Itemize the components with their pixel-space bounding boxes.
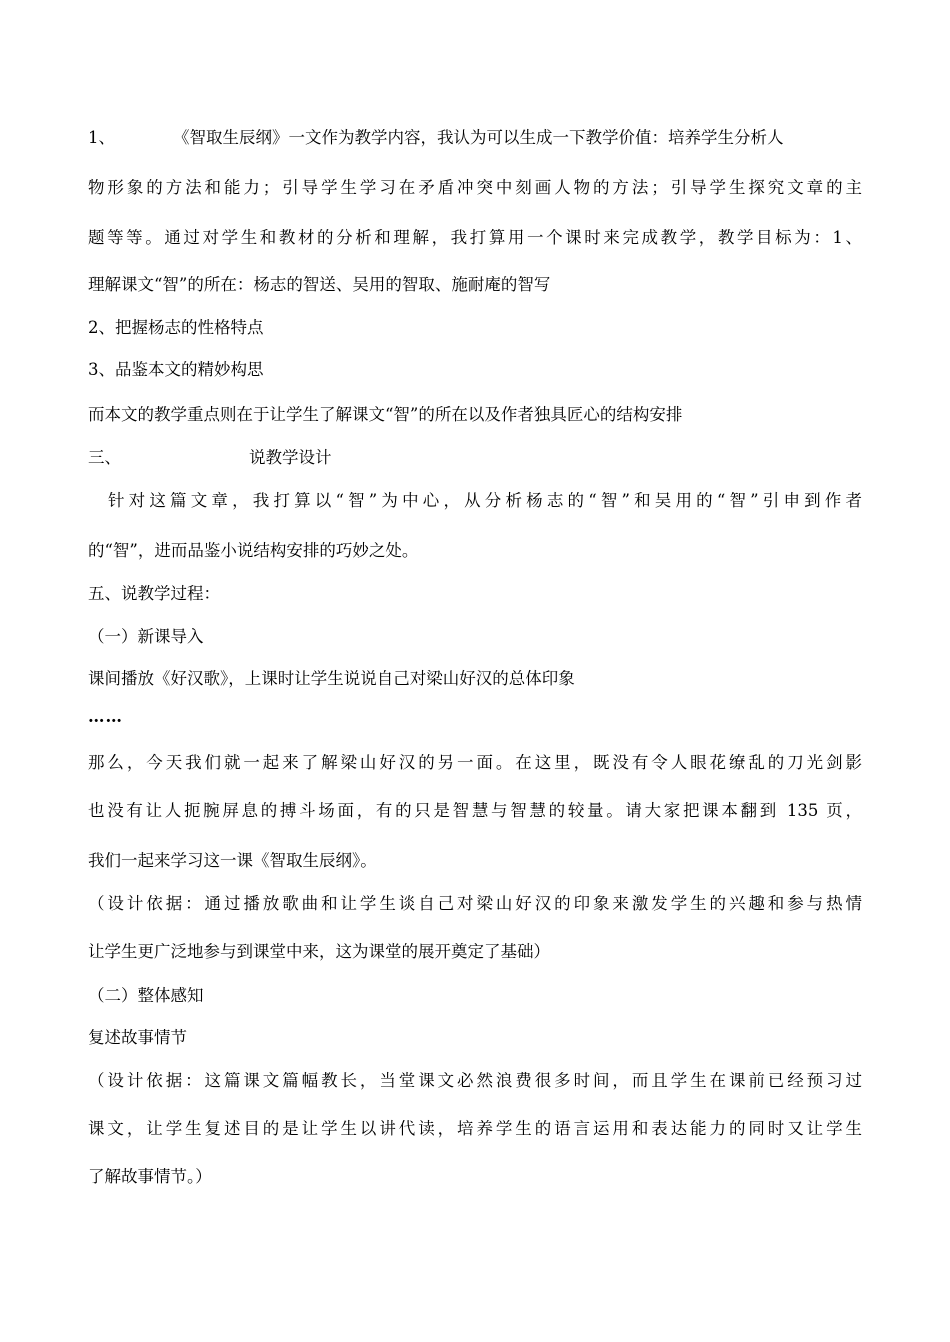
- paragraph-1-line-1: [88, 127, 862, 149]
- part-2-basis-3: 了解故事情节。）: [88, 1167, 212, 1186]
- part-2-line-1: 复述故事情节: [88, 1028, 187, 1047]
- part-1-basis-1: （设计依据：通过播放歌曲和让学生谈自己对梁山好汉的印象来激发学生的兴趣和参与热情: [88, 894, 862, 913]
- teaching-focus: 而本文的教学重点则在于让学生了解课文“智”的所在以及作者独具匠心的结构安排: [88, 405, 683, 424]
- paragraph-1-line-3: 题等等。通过对学生和教材的分析和理解，我打算用一个课时来完成教学，教学目标为：1、: [88, 228, 862, 247]
- part-2-basis-2: 课文，让学生复述目的是让学生以讲代读，培养学生的语言运用和表达能力的同时又让学生: [88, 1119, 862, 1138]
- part-1-line-2: 那么，今天我们就一起来了解梁山好汉的另一面。在这里，既没有令人眼花缭乱的刀光剑影: [88, 753, 862, 772]
- paragraph-1-line-4: 理解课文“智”的所在：杨志的智送、吴用的智取、施耐庵的智写: [88, 275, 551, 294]
- part-1-heading: （一）新课导入: [88, 627, 204, 646]
- section-3-number: 三、: [88, 448, 121, 467]
- part-1-line-4: 我们一起来学习这一课《智取生辰纲》。: [88, 851, 377, 870]
- paragraph-1-text-1: 《智取生辰纲》一文作为教学内容，我认为可以生成一下教学价值：培养学生分析人: [173, 128, 784, 147]
- part-2-heading: （二）整体感知: [88, 986, 204, 1005]
- paragraph-1-line-2: 物形象的方法和能力；引导学生学习在矛盾冲突中刻画人物的方法；引导学生探究文章的主: [88, 178, 862, 197]
- design-line-1: 针对这篇文章，我打算以“智”为中心，从分析杨志的“智”和吴用的“智”引申到作者: [108, 491, 862, 510]
- design-line-2: 的“智”，进而品鉴小说结构安排的巧妙之处。: [88, 541, 419, 560]
- goal-3: 3、品鉴本文的精妙构思: [88, 360, 264, 379]
- goal-2: 2、把握杨志的性格特点: [88, 318, 264, 337]
- part-1-basis-2: 让学生更广泛地参与到课堂中来，这为课堂的展开奠定了基础）: [88, 942, 550, 961]
- section-3-heading: [88, 447, 862, 469]
- part-1-ellipsis: ……: [88, 707, 123, 726]
- part-2-basis-1: （设计依据：这篇课文篇幅教长，当堂课文必然浪费很多时间，而且学生在课前已经预习过: [88, 1071, 862, 1090]
- part-1-line-3: 也没有让人扼腕屏息的搏斗场面，有的只是智慧与智慧的较量。请大家把课本翻到 135 页，: [88, 801, 862, 820]
- section-3-title: 说教学设计: [249, 448, 332, 467]
- document-page: [88, 0, 862, 1342]
- part-1-line-1: 课间播放《好汉歌》，上课时让学生说说自己对梁山好汉的总体印象: [88, 669, 575, 688]
- list-number-1: 1、: [88, 128, 115, 147]
- section-5-heading: 五、说教学过程：: [88, 584, 220, 603]
